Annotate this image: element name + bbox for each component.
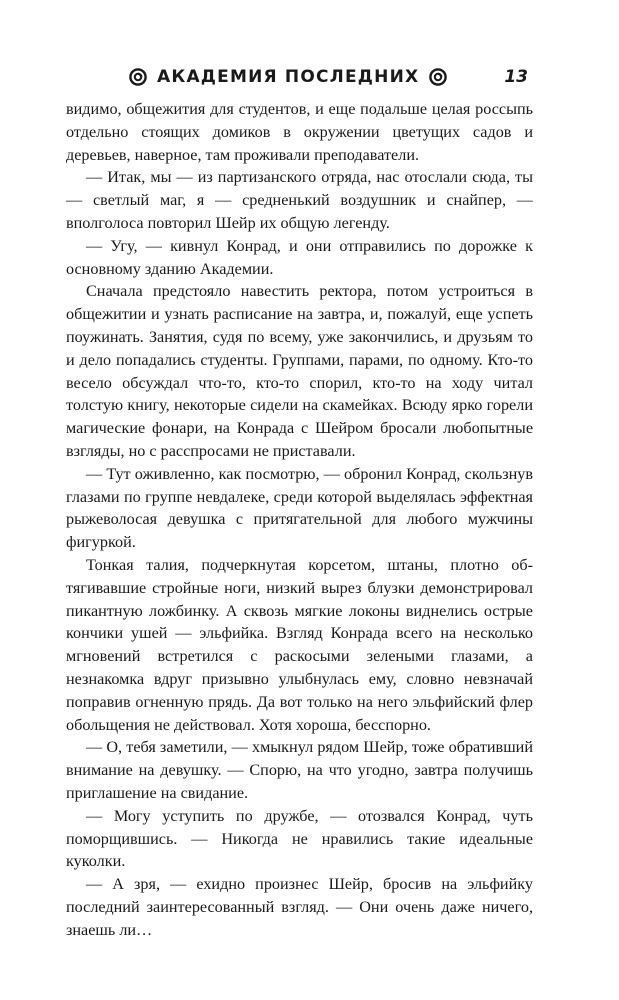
paragraph: — Тут оживленно, как посмотрю, — обронил Конрад, скользнув глазами по группе невдалеке, среди которой выделялась эффектная рыжеволосая девушка с притягательной для любого мужчины фигуркой. — [66, 464, 533, 552]
paragraph: — Угу, — кивнул Конрад, и они отправились по дорожке к основному зданию Академии. — [66, 236, 533, 278]
page-number: 13 — [504, 67, 528, 87]
book-title: АКАДЕМИЯ ПОСЛЕДНИХ — [157, 67, 420, 87]
body-text — [66, 98, 533, 941]
paragraph: видимо, общежития для студентов, и еще подальше целая россыпь отдельно стоящих домиков в окружении цветущих садов и деревьев, наверное, там проживали преподаватели. — [66, 100, 533, 164]
spiral-ornament-icon — [128, 67, 148, 87]
paragraph: — Итак, мы — из партизанского отряда, нас отослали сюда, ты — светлый маг, я — средненький воздушник и снайпер, — вполголоса повторил Шейр их общую легенду. — [66, 168, 533, 232]
spiral-ornament-icon — [428, 67, 448, 87]
running-head — [128, 62, 528, 92]
paragraph: — А зря, — ехидно произнес Шейр, бросив на эльфийку последний заинтересованный взгляд. — Они очень даже ничего, знаешь ли… — [66, 875, 533, 939]
paragraph: Сначала предстояло навестить ректора, потом устроиться в общежитии и узнать расписание на завтра, и, пожалуй, еще успеть поужинать. Занятия, судя по всему, уже закончились, и друзьям то и дело попадались студенты. Группами, парами, по одному. Кто-то весело обсуждал что-то, кто-то спорил, кто-то на ходу читал толстую книгу, некоторые сидели на скамейках. Всюду ярко горели магические фонари, на Конрада с Шейром бросали любопытные взгляды, но с расспросами не приставали. — [66, 282, 533, 460]
running-head-title-group — [128, 67, 448, 87]
paragraph: — Могу уступить по дружбе, — отозвался Конрад, чуть поморщившись. — Никогда не нравились такие идеальные куколки. — [66, 806, 533, 871]
paragraph: Тонкая талия, подчеркнутая корсетом, штаны, плотно обтягивавшие стройные ноги, низкий вырез блузки демонстрировал пикантную ложбинку. А сквозь мягкие локоны виднелись острые кончики ушей — эльфийка. Взгляд Конрада всего на несколько мгновений встретился с раскосыми зелеными глазами, а незнакомка вдруг призывно улыбнулась ему, словно невзначай поправив огненную прядь. Да вот только на него эльфийский флер обольщения не действовал. Хотя хороша, бесспорно. — [66, 555, 533, 734]
paragraph: — О, тебя заметили, — хмыкнул рядом Шейр, тоже обративший внимание на девушку. — Спорю, на что угодно, завтра получишь приглашение на свидание. — [66, 738, 533, 802]
